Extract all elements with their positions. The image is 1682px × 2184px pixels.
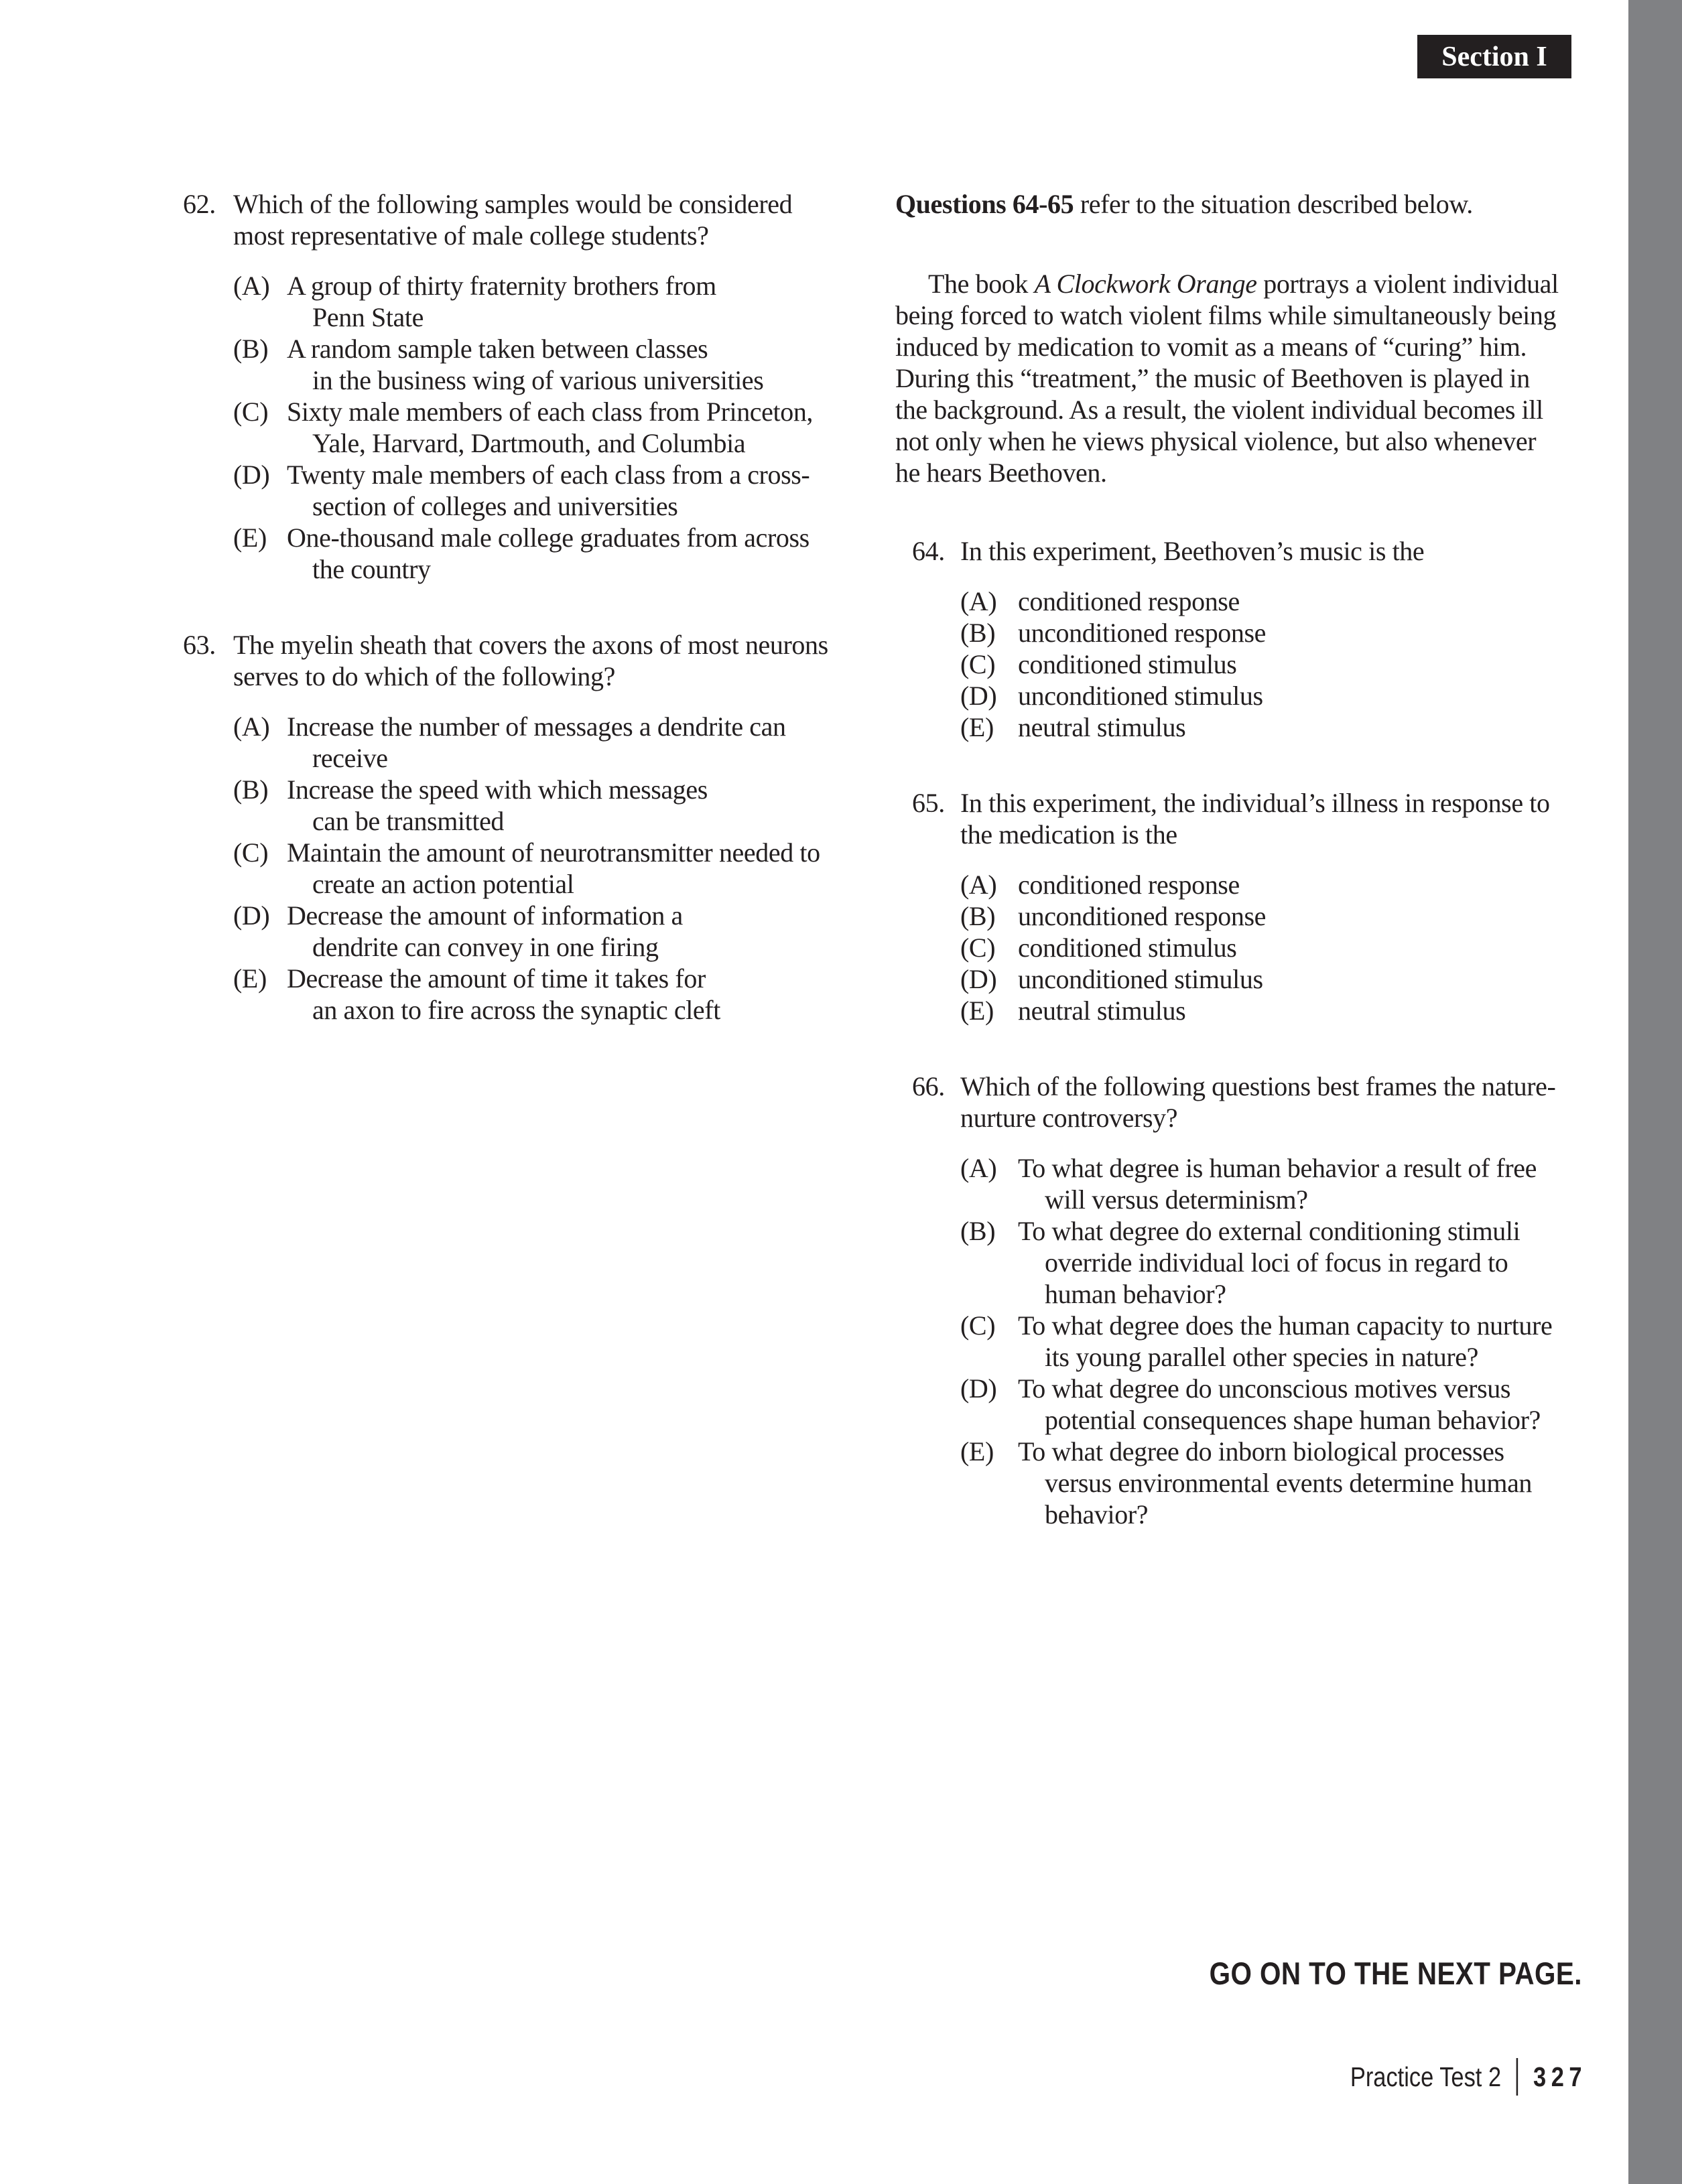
- text-line: most representative of male college students?: [233, 220, 709, 251]
- group-header-bold: Questions 64-65: [895, 189, 1074, 219]
- option-letter: (D): [960, 1373, 997, 1404]
- option-letter: (C): [233, 397, 269, 427]
- left-column: [178, 188, 878, 1026]
- option-d: [960, 680, 1628, 711]
- text-line: conditioned stimulus: [1018, 933, 1237, 963]
- text-line: A group of thirty fraternity brothers from: [287, 271, 716, 301]
- text-line: nurture controversy?: [960, 1103, 1178, 1133]
- option-letter: (B): [960, 901, 996, 931]
- text-line: In this experiment, Beethoven’s music is the: [960, 536, 1425, 566]
- text-line: section of colleges and universities: [312, 491, 678, 521]
- question-64-stem: [960, 535, 1628, 567]
- question-66: [895, 1071, 1628, 1530]
- option-a: [960, 586, 1628, 617]
- go-on-text: GO ON TO THE NEXT PAGE.: [1209, 1956, 1582, 1991]
- option-b: [233, 333, 878, 396]
- option-text: [287, 333, 763, 396]
- stimulus-passage: [895, 268, 1628, 488]
- question-65-options: [960, 869, 1628, 1026]
- option-text: [287, 963, 720, 1026]
- option-text: [1018, 711, 1185, 743]
- option-text: [1018, 617, 1266, 649]
- option-text: [1018, 1310, 1552, 1373]
- option-d: [233, 900, 878, 963]
- option-d: [960, 1373, 1628, 1436]
- option-text: [1018, 586, 1240, 617]
- question-number: 64.: [912, 536, 945, 566]
- option-text: [1018, 932, 1236, 963]
- question-65-stem: [960, 787, 1628, 850]
- question-66-options: [960, 1152, 1628, 1530]
- text-line: To what degree do inborn biological processes: [1018, 1436, 1504, 1466]
- passage-line: he hears Beethoven.: [895, 458, 1107, 488]
- option-text: [287, 396, 813, 459]
- option-c: [960, 649, 1628, 680]
- text-line: unconditioned response: [1018, 901, 1267, 931]
- passage-line: [895, 268, 1628, 299]
- question-65: [895, 787, 1628, 1026]
- option-b: [960, 1215, 1628, 1310]
- footer-test-name: Practice Test 2: [1350, 2061, 1502, 2092]
- text-line: neutral stimulus: [1018, 996, 1186, 1026]
- option-e: [233, 522, 878, 585]
- text-line: To what degree do external conditioning stimuli: [1018, 1216, 1521, 1246]
- text-line: Decrease the amount of information a: [287, 900, 683, 931]
- option-a: [233, 711, 878, 774]
- option-text: [1018, 900, 1266, 932]
- option-letter: (A): [960, 586, 997, 616]
- option-letter: (E): [233, 523, 267, 553]
- text-line: Maintain the amount of neurotransmitter needed to: [287, 837, 820, 868]
- option-text: [287, 837, 820, 900]
- option-text: [1018, 680, 1263, 711]
- passage-line: being forced to watch violent films while simultaneously being: [895, 300, 1557, 330]
- text-line: Sixty male members of each class from Princeton,: [287, 397, 814, 427]
- option-letter: (A): [233, 271, 270, 301]
- option-text: [287, 270, 716, 333]
- question-group-header: [895, 188, 1628, 220]
- text-line: The myelin sheath that covers the axons of most neurons: [233, 630, 828, 660]
- text-line: Decrease the amount of time it takes for: [287, 963, 706, 994]
- option-text: [1018, 649, 1236, 680]
- option-letter: (E): [960, 996, 994, 1026]
- option-letter: (C): [960, 933, 996, 963]
- option-text: [287, 711, 786, 774]
- passage-text: portrays a violent individual: [1256, 269, 1559, 299]
- option-letter: (C): [960, 649, 996, 679]
- text-line: Yale, Harvard, Dartmouth, and Columbia: [312, 428, 746, 458]
- text-line: the country: [312, 554, 431, 584]
- text-line: Penn State: [312, 302, 424, 332]
- option-e: [960, 995, 1628, 1026]
- option-letter: (B): [960, 618, 996, 648]
- question-number: 62.: [183, 189, 216, 219]
- text-line: unconditioned stimulus: [1018, 681, 1263, 711]
- passage-line: During this “treatment,” the music of Beethoven is played in: [895, 363, 1530, 393]
- group-header-rest: refer to the situation described below.: [1074, 189, 1473, 219]
- right-column: [895, 188, 1628, 1530]
- text-line: its young parallel other species in nature?: [1045, 1342, 1479, 1372]
- option-c: [233, 396, 878, 459]
- text-line: To what degree does the human capacity to nurture: [1018, 1310, 1553, 1341]
- option-text: [1018, 869, 1240, 900]
- text-line: behavior?: [1045, 1499, 1149, 1529]
- text-line: receive: [312, 743, 388, 773]
- option-text: [287, 900, 683, 963]
- option-c: [233, 837, 878, 900]
- question-number: 65.: [912, 788, 945, 818]
- text-line: can be transmitted: [312, 806, 505, 836]
- question-62-stem: [233, 188, 878, 251]
- option-letter: (D): [960, 681, 997, 711]
- option-c: [960, 932, 1628, 963]
- passage-line: not only when he views physical violence, but also whenever: [895, 426, 1537, 456]
- page-footer: [1350, 2058, 1588, 2096]
- option-text: [287, 522, 810, 585]
- footer-page-number: 327: [1533, 2061, 1588, 2092]
- text-line: Which of the following questions best frames the nature-: [960, 1071, 1556, 1101]
- page-edge-gray-bar: [1628, 0, 1682, 2184]
- text-line: neutral stimulus: [1018, 712, 1186, 742]
- option-text: [1018, 1152, 1537, 1215]
- text-line: conditioned stimulus: [1018, 649, 1237, 679]
- option-text: [287, 774, 708, 837]
- text-line: conditioned response: [1018, 586, 1240, 616]
- option-text: [1018, 1373, 1541, 1436]
- option-letter: (B): [233, 334, 269, 364]
- passage-text: The book: [928, 269, 1035, 299]
- option-text: [1018, 995, 1185, 1026]
- question-62: [178, 188, 878, 585]
- option-d: [233, 459, 878, 522]
- go-on-instruction: [1210, 1955, 1582, 1992]
- option-a: [960, 1152, 1628, 1215]
- text-line: the medication is the: [960, 819, 1177, 849]
- question-63-stem: [233, 629, 878, 692]
- text-line: create an action potential: [312, 869, 574, 899]
- option-letter: (C): [960, 1310, 996, 1341]
- option-text: [1018, 1215, 1520, 1310]
- question-62-options: [233, 270, 878, 585]
- option-letter: (A): [960, 870, 997, 900]
- text-line: will versus determinism?: [1045, 1184, 1308, 1215]
- passage-line: the background. As a result, the violent individual becomes ill: [895, 395, 1543, 425]
- option-letter: (A): [233, 711, 270, 742]
- option-b: [960, 900, 1628, 932]
- option-text: [1018, 963, 1263, 995]
- text-line: To what degree is human behavior a result of free: [1018, 1153, 1537, 1183]
- question-64: [895, 535, 1628, 743]
- option-c: [960, 1310, 1628, 1373]
- option-letter: (E): [960, 1436, 994, 1466]
- section-badge-label: Section I: [1441, 41, 1547, 72]
- text-line: versus environmental events determine human: [1045, 1468, 1533, 1498]
- option-text: [287, 459, 810, 522]
- text-line: Which of the following samples would be considered: [233, 189, 793, 219]
- option-b: [960, 617, 1628, 649]
- option-letter: (D): [233, 900, 270, 931]
- text-line: Twenty male members of each class from a cross-: [287, 460, 810, 490]
- text-line: an axon to fire across the synaptic cleft: [312, 995, 720, 1025]
- question-64-options: [960, 586, 1628, 743]
- section-badge: [1417, 35, 1571, 78]
- text-line: conditioned response: [1018, 870, 1240, 900]
- question-63: [178, 629, 878, 1026]
- option-d: [960, 963, 1628, 995]
- passage-line: induced by medication to vomit as a means of “curing” him.: [895, 332, 1527, 362]
- text-line: override individual loci of focus in regard to: [1045, 1247, 1508, 1278]
- question-66-stem: [960, 1071, 1628, 1134]
- option-letter: (C): [233, 837, 269, 868]
- option-text: [1018, 1436, 1532, 1530]
- option-letter: (E): [960, 712, 994, 742]
- text-line: unconditioned response: [1018, 618, 1267, 648]
- option-e: [960, 1436, 1628, 1530]
- text-line: potential consequences shape human behavior?: [1045, 1405, 1541, 1435]
- text-line: dendrite can convey in one firing: [312, 932, 659, 962]
- question-number: 66.: [912, 1071, 945, 1101]
- option-a: [960, 869, 1628, 900]
- option-e: [960, 711, 1628, 743]
- text-line: unconditioned stimulus: [1018, 964, 1263, 994]
- option-letter: (D): [960, 964, 997, 994]
- option-letter: (D): [233, 460, 270, 490]
- option-letter: (A): [960, 1153, 997, 1183]
- text-line: Increase the number of messages a dendrite can: [287, 711, 786, 742]
- text-line: in the business wing of various universities: [312, 365, 764, 395]
- text-line: To what degree do unconscious motives versus: [1018, 1373, 1510, 1404]
- option-letter: (E): [233, 963, 267, 994]
- text-line: One-thousand male college graduates from across: [287, 523, 810, 553]
- option-letter: (B): [233, 774, 269, 805]
- text-line: A random sample taken between classes: [287, 334, 708, 364]
- book-title: A Clockwork Orange: [1034, 269, 1257, 299]
- text-line: Increase the speed with which messages: [287, 774, 708, 805]
- text-line: human behavior?: [1045, 1279, 1226, 1309]
- text-line: serves to do which of the following?: [233, 661, 615, 691]
- footer-divider: [1516, 2058, 1518, 2096]
- question-number: 63.: [183, 630, 216, 660]
- option-letter: (B): [960, 1216, 996, 1246]
- option-e: [233, 963, 878, 1026]
- question-63-options: [233, 711, 878, 1026]
- option-a: [233, 270, 878, 333]
- option-b: [233, 774, 878, 837]
- text-line: In this experiment, the individual’s illness in response to: [960, 788, 1550, 818]
